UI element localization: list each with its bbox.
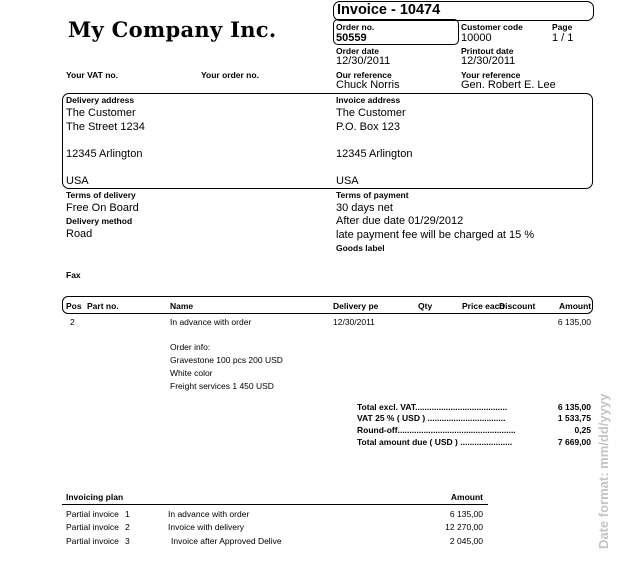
order-no: 50559 [336,32,367,44]
plan-row-amount: 2 045,00 [449,536,483,546]
page-label: Page [552,22,573,32]
plan-row-num: 1 [125,509,130,519]
row-pos: 2 [70,317,75,327]
invoice-address-line: USA [336,175,359,187]
order-info-line: Gravestone 100 pcs 200 USD [170,355,283,365]
delivery-address-line: 12345 Arlington [66,148,143,160]
fax-label: Fax [66,270,81,280]
delivery-method-label: Delivery method [66,216,133,226]
col-discount: Discount [499,301,536,311]
your-reference-label: Your reference [461,70,521,80]
invoice-address-line: 12345 Arlington [336,148,413,160]
plan-row-name: Partial invoice [66,522,119,532]
col-delivery: Delivery pe [333,301,379,311]
plan-row-num: 2 [125,522,130,532]
due-date: After due date 01/29/2012 [336,215,464,227]
date-format-watermark: Date format: mm/dd/yyyy [596,393,611,549]
plan-row-desc: Invoice after Approved Delive [171,536,282,546]
plan-row-name: Partial invoice [66,509,119,519]
plan-divider [62,504,488,505]
our-reference-label: Our reference [336,70,392,80]
total-excl-label: Total excl. VAT....................................... [357,402,508,412]
col-pos: Pos [66,301,82,311]
invoice-address-label: Invoice address [336,95,401,105]
row-delivery: 12/30/2011 [333,317,375,327]
col-part-no: Part no. [87,301,119,311]
vat-label: VAT 25 % ( USD ) ................................. [357,413,506,423]
terms-of-delivery: Free On Board [66,202,139,214]
customer-code-label: Customer code [461,22,523,32]
invoice-address-line: The Customer [336,107,406,119]
company-logo: My Company Inc. [68,17,277,42]
delivery-address-line: The Street 1234 [66,121,145,133]
plan-row-num: 3 [125,536,130,546]
total-excl: 6 135,00 [557,402,591,412]
col-price: Price each [462,301,505,311]
delivery-address-label: Delivery address [66,95,135,105]
terms-of-payment-label: Terms of payment [336,190,409,200]
plan-row-desc: In advance with order [168,509,250,519]
plan-row-amount: 12 270,00 [445,522,483,532]
delivery-address-line: The Customer [66,107,136,119]
your-order-label: Your order no. [201,70,259,80]
plan-row-amount: 6 135,00 [449,509,483,519]
delivery-address-line: USA [66,175,89,187]
order-date: 12/30/2011 [336,55,391,67]
terms-of-payment: 30 days net [336,202,393,214]
order-info-line: White color [170,368,213,378]
total-due: 7 669,00 [557,437,591,447]
plan-row-name: Partial invoice [66,536,119,546]
goods-label: Goods label [336,243,385,253]
terms-of-delivery-label: Terms of delivery [66,190,136,200]
order-info-line: Freight services 1 450 USD [170,381,274,391]
round-off: 0,25 [574,425,591,435]
delivery-method: Road [66,228,93,240]
total-due-label: Total amount due ( USD ) ...................... [357,437,513,447]
your-vat-label: Your VAT no. [66,70,118,80]
row-amount: 6 135,00 [557,317,591,327]
order-info-line: Order info: [170,342,211,352]
late-fee: late payment fee will be charged at 15 % [336,229,535,241]
order-no-label: Order no. [336,22,375,32]
printout-date: 12/30/2011 [461,55,516,67]
col-amount: Amount [559,301,592,311]
invoice-address-line: P.O. Box 123 [336,121,401,133]
plan-amount-label: Amount [450,492,483,502]
vat-amount: 1 533,75 [557,413,591,423]
col-qty: Qty [418,301,433,311]
address-box [62,93,593,189]
col-name: Name [170,301,194,311]
invoice-title: Invoice - 10474 [337,2,441,18]
customer-code: 10000 [461,32,492,44]
page-number: 1 / 1 [552,32,574,44]
row-name: In advance with order [170,317,252,327]
printout-date-label: Printout date [461,46,514,56]
invoicing-plan-label: Invoicing plan [66,492,124,502]
order-date-label: Order date [336,46,379,56]
our-reference: Chuck Norris [336,79,400,91]
plan-row-desc: Invoice with delivery [168,522,245,532]
round-off-label: Round-off.................................................. [357,425,516,435]
your-reference: Gen. Robert E. Lee [461,79,556,91]
